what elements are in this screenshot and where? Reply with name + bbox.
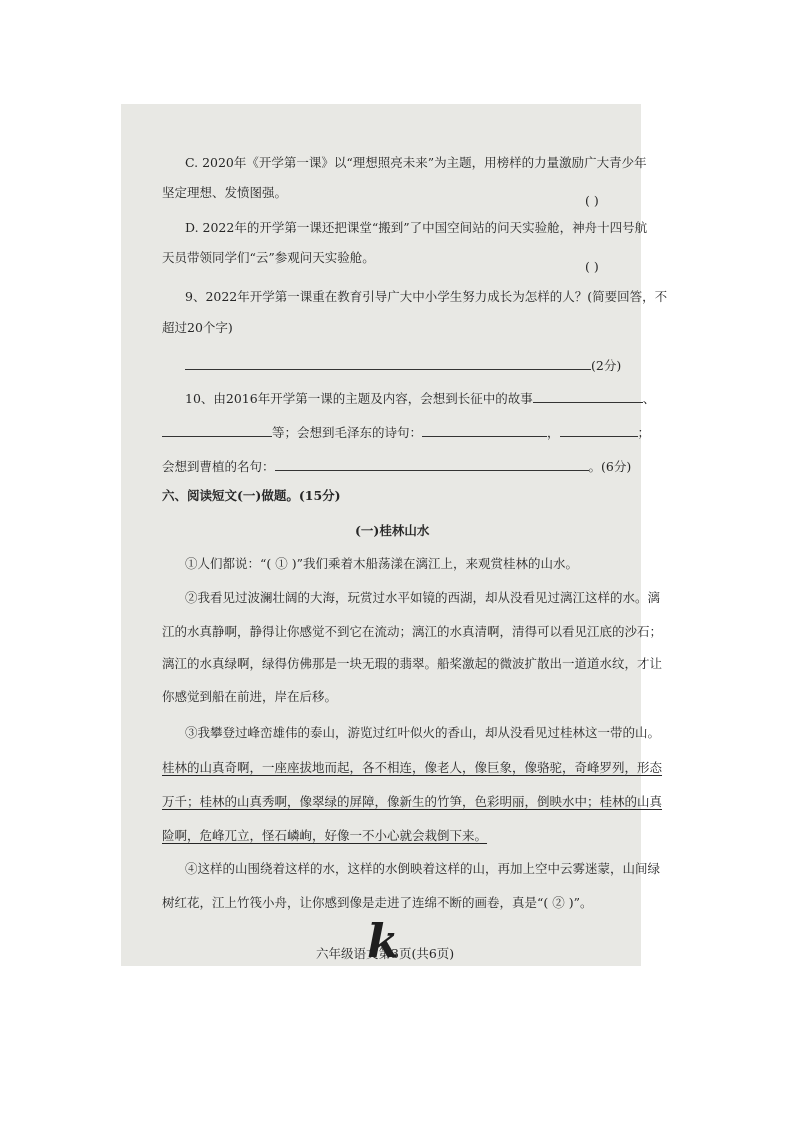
question-10-comma-2: ， bbox=[547, 425, 560, 440]
passage-p2-line4: 你感觉到船在前进，岸在后移。 bbox=[162, 689, 338, 704]
question-9-answer-blank[interactable] bbox=[185, 357, 591, 370]
option-d-line1: D. 2022年的开学第一课还把课堂“搬到”了中国空间站的问天实验舱，神舟十四号航 bbox=[185, 220, 648, 235]
question-10-line2 bbox=[162, 424, 650, 441]
question-10-text-b: 等；会想到毛泽东的诗句： bbox=[272, 425, 423, 440]
question-10-text-c: 会想到曹植的名句： bbox=[162, 459, 275, 474]
option-c-line1: C. 2020年《开学第一课》以“理想照亮未来”为主题，用榜样的力量激励广大青少年 bbox=[185, 155, 647, 170]
question-9-line2: 超过20个字) bbox=[162, 320, 233, 335]
question-9-answer-row bbox=[185, 357, 621, 374]
option-c-line2: 坚定理想、发愤图强。 bbox=[162, 185, 288, 200]
mao-poem-blank-2[interactable] bbox=[560, 424, 638, 437]
option-d-line2: 天员带领同学们“云”参观问天实验舱。 bbox=[162, 250, 375, 265]
passage-p4-line1: ④这样的山围绕着这样的水，这样的水倒映着这样的山，再加上空中云雾迷蒙，山间绿 bbox=[185, 861, 661, 876]
option-d-answer-paren[interactable]: ( ) bbox=[585, 259, 599, 274]
watermark-logo: k bbox=[367, 914, 399, 968]
long-march-story-blank-2[interactable] bbox=[162, 424, 272, 437]
question-10-line1 bbox=[185, 390, 655, 407]
option-c-answer-paren[interactable]: ( ) bbox=[585, 193, 599, 208]
question-10-comma: 、 bbox=[642, 391, 656, 406]
passage-p4-line2: 树红花，江上竹筏小舟，让你感到像是走进了连绵不断的画卷，真是“( ② )”。 bbox=[162, 895, 593, 910]
mao-poem-blank-1[interactable] bbox=[422, 424, 547, 437]
question-9-score: (2分) bbox=[591, 358, 622, 373]
question-10-line3 bbox=[162, 458, 631, 475]
question-10-text-a: 10、由2016年开学第一课的主题及内容，会想到长征中的故事 bbox=[185, 391, 533, 406]
passage-p3-line1: ③我攀登过峰峦雄伟的泰山，游览过红叶似火的香山，却从没看见过桂林这一带的山。 bbox=[185, 725, 661, 740]
passage-p2-line2: 江的水真静啊，静得让你感觉不到它在流动；漓江的水真清啊，清得可以看见江底的沙石； bbox=[162, 624, 663, 639]
section-6-heading: 六、阅读短文(一)做题。(15分) bbox=[162, 488, 341, 503]
passage-p2-line3: 漓江的水真绿啊，绿得仿佛那是一块无瑕的翡翠。船桨激起的微波扩散出一道道水纹，才让 bbox=[162, 656, 663, 671]
question-10-score: 。(6分) bbox=[588, 459, 632, 474]
passage-p2-line1: ②我看见过波澜壮阔的大海，玩赏过水平如镜的西湖，却从没看见过漓江这样的水。漓 bbox=[185, 590, 661, 605]
passage-p3-line3-underlined: 万千；桂林的山真秀啊，像翠绿的屏障，像新生的竹笋，色彩明丽，倒映水中；桂林的山真 bbox=[162, 794, 663, 809]
cao-zhi-quote-blank[interactable] bbox=[275, 458, 589, 471]
passage-paragraph-1: ①人们都说：“( ① )”我们乘着木船荡漾在漓江上，来观赏桂林的山水。 bbox=[185, 556, 578, 571]
question-10-semicolon: ； bbox=[637, 425, 651, 440]
question-9-line1: 9、2022年开学第一课重在教育引导广大中小学生努力成长为怎样的人？(简要回答，不 bbox=[185, 289, 668, 304]
passage-p3-line4-underlined: 险啊，危峰兀立，怪石嶙峋，好像一不小心就会栽倒下来。 bbox=[162, 828, 488, 843]
page-footer: 六年级语文第3页(共6页) bbox=[316, 946, 455, 961]
passage-title: (一)桂林山水 bbox=[355, 523, 430, 538]
long-march-story-blank-1[interactable] bbox=[533, 390, 643, 403]
passage-p3-line2-underlined: 桂林的山真奇啊，一座座拔地而起，各不相连，像老人，像巨象，像骆驼，奇峰罗列，形态 bbox=[162, 760, 663, 775]
